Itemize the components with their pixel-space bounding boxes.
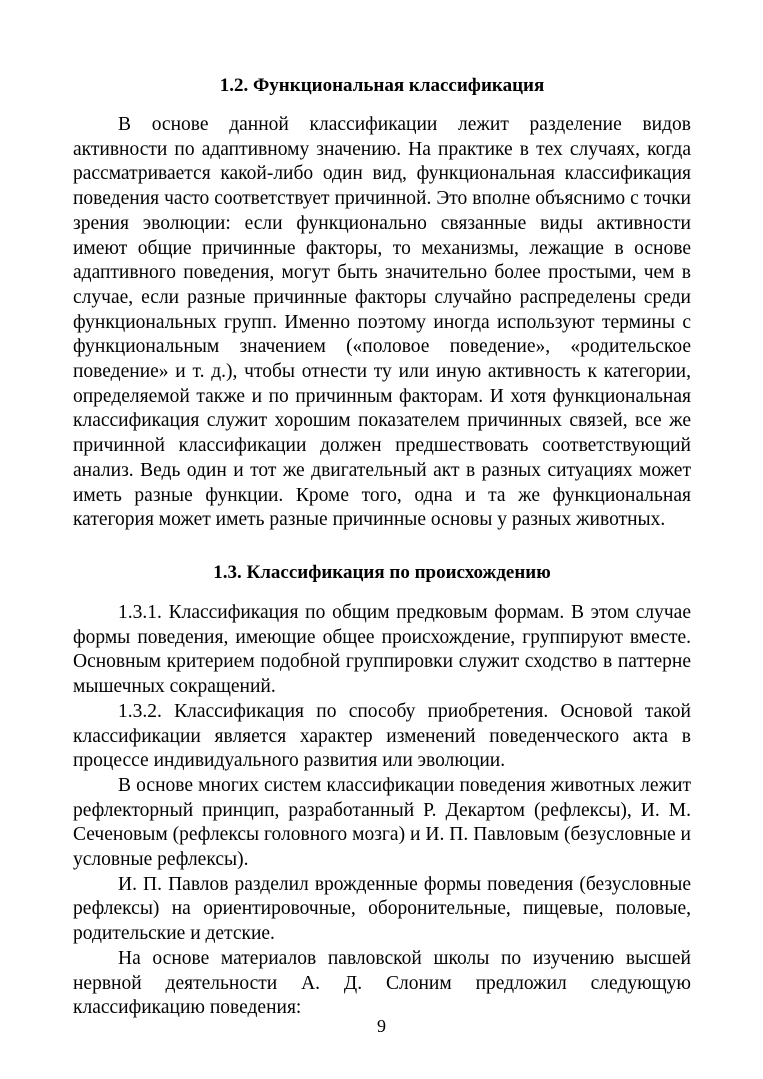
paragraph: На основе материалов павловской школы по изучению высшей нервной деятельности А. Д. Слоним предложил следующую классификацию поведения: xyxy=(73,947,691,1019)
section-heading-origin: 1.3. Классификация по происхождению xyxy=(213,562,551,583)
paragraph: 1.3.2. Классификация по способу приобретения. Основой такой классификации является характер изменений поведенческого акта в процессе индивидуального развития или эволюции. xyxy=(73,700,691,772)
paragraph: 1.3.1. Классификация по общим предковым формам. В этом случае формы поведения, имеющие общее происхождение, группируют вместе. Основным критерием подобной группировки служит сходство в паттерне мышечных сокращений. xyxy=(73,602,691,698)
section-body-functional xyxy=(73,113,691,533)
section-heading-functional: 1.2. Функциональная классификация xyxy=(219,75,545,96)
page-number: 9 xyxy=(377,1016,386,1036)
paragraph: В основе данной классификации лежит разделение видов активности по адаптивному значению. На практике в тех случаях, когда рассматривается какой-либо один вид, функциональная классификация поведения часто соответствует причинной. Это вполне объяснимо с точки зрения эволюции: если функционально связанные виды активности имеют общие причинные факторы, то механизмы, лежащие в основе адаптивного поведения, могут быть значительно более простыми, чем в случае, если разные причинные факторы случайно распределены среди функциональных групп. Именно поэтому иногда используют термины с функциональным значением («половое поведение», «родительское поведение» и т. д.), чтобы отнести ту или иную активность к категории, определяемой также и по причинным факторам. И хотя функциональная классификация служит хорошим показателем причинных связей, все же причинной классификации должен предшествовать соответствующий анализ. Ведь один и тот же двигательный акт в разных ситуациях может иметь разные функции. Кроме того, одна и та же функциональная категория может иметь разные причинные основы у разных животных. xyxy=(73,114,691,531)
section-body-origin xyxy=(73,601,691,1021)
paragraph: И. П. Павлов разделил врожденные формы поведения (безусловные рефлексы) на ориентировочные, оборонительные, пищевые, половые, родительские и детские. xyxy=(73,873,691,945)
paragraph: В основе многих систем классификации поведения животных лежит рефлекторный принцип, разработанный Р. Декартом (рефлексы), И. М. Сеченовым (рефлексы головного мозга) и И. П. Павловым (безусловные и условные рефлексы). xyxy=(73,774,691,871)
